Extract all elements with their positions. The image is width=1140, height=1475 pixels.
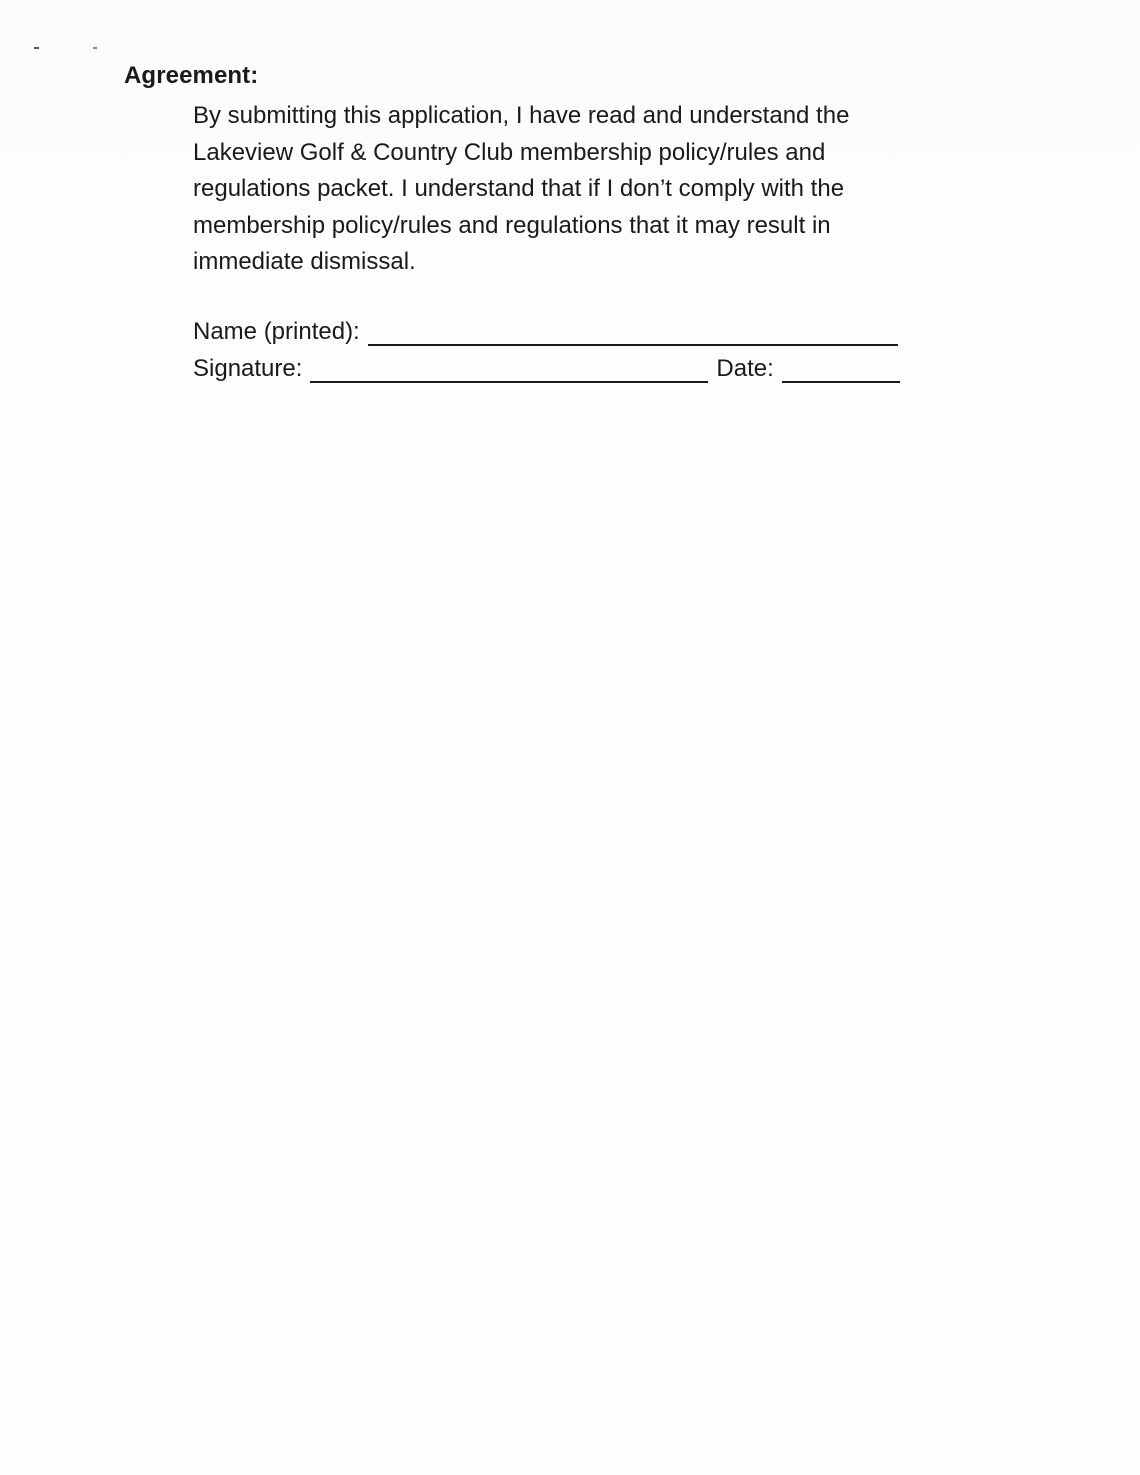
agreement-text <box>193 98 953 281</box>
agreement-heading: Agreement: <box>124 62 259 89</box>
agreement-line: regulations packet. I understand that if I don’t comply with the <box>193 175 845 202</box>
agreement-line: Lakeview Golf & Country Club membership policy/rules and <box>193 138 826 166</box>
signature-field-row <box>193 355 900 383</box>
agreement-line: By submitting this application, I have read and understand the <box>193 102 850 129</box>
name-label: Name (printed): <box>193 318 360 345</box>
date-blank-line[interactable] <box>782 355 900 383</box>
agreement-line: membership policy/rules and regulations that it may result in <box>193 211 831 239</box>
scan-speck <box>93 47 97 49</box>
signature-blank-line[interactable] <box>310 355 708 383</box>
scan-speck <box>34 47 39 49</box>
date-label: Date: <box>716 355 774 382</box>
name-field-row <box>193 318 898 346</box>
signature-label: Signature: <box>193 355 303 382</box>
name-blank-line[interactable] <box>368 318 898 346</box>
agreement-line: immediate dismissal. <box>193 248 416 275</box>
